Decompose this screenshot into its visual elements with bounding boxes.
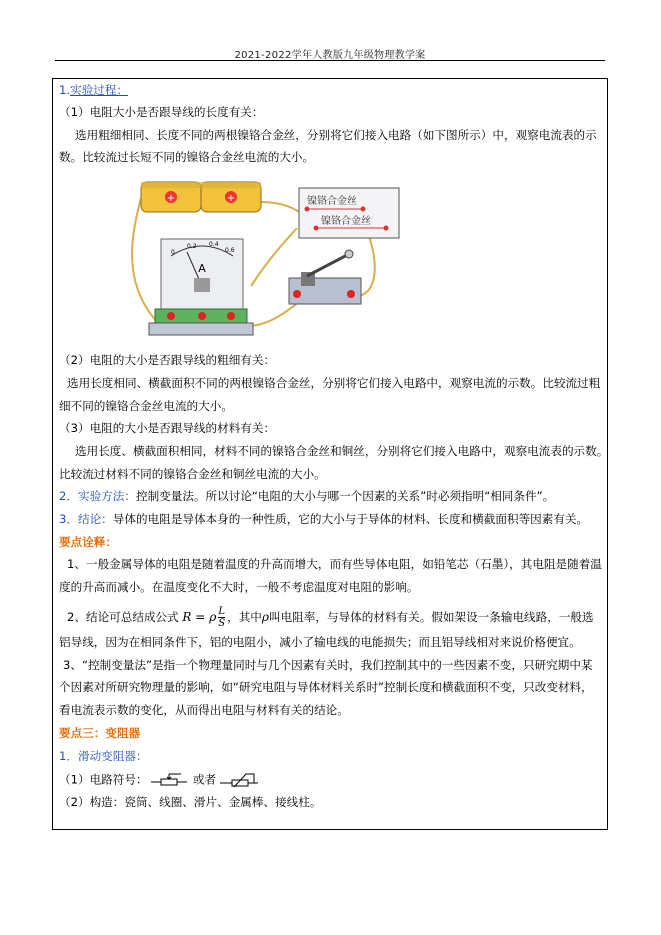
- p1-heading: （1）电阻大小是否跟导线的长度有关：: [59, 105, 264, 119]
- key-2-text-a: 2、结论可总结成公式: [67, 610, 179, 624]
- p3-heading: （3）电阻的大小是否跟导线的材料有关：: [59, 421, 276, 435]
- section-1-title: [59, 83, 605, 97]
- key-1-line-2: 度的升高而减小。在温度变化不大时，一般不考虑温度对电阻的影响。: [59, 580, 419, 594]
- page-header: 2021-2022学年人教版九年级物理教学案: [234, 50, 426, 61]
- circuit-symbol-line: [59, 772, 605, 790]
- key-3-line-2: 个因素对所研究物理量的影响，如“研究电阻与导体材料关系时”控制长度和横截面积不变，只改变材料，: [59, 680, 593, 694]
- key-point-3-title: 要点三：变阻器: [59, 726, 141, 740]
- rheostat-number: 1．: [59, 749, 78, 763]
- key-notes-title: 要点诠释：: [59, 535, 117, 549]
- symbol-or: 或者: [192, 772, 217, 787]
- section-2: [59, 489, 605, 503]
- ammeter-letter: A: [198, 262, 206, 275]
- resistance-formula: [182, 606, 227, 629]
- scale-0: 0: [171, 249, 175, 256]
- p1-line-1: 选用粗细相同、长度不同的两根镍铬合金丝，分别将它们接入电路（如下图所示）中，观察电流表的示: [75, 128, 597, 142]
- key-2-line-1: [67, 605, 613, 629]
- key-3-line-1: 3、“控制变量法”是指一个物理量同时与几个因素有关时，我们控制其中的一些因素不变，只研究期中某: [63, 658, 593, 672]
- content-table-cell: [52, 78, 608, 830]
- circuit-diagram: [101, 176, 401, 342]
- key-1-line-1: 1、一般金属导体的电阻是随着温度的升高而增大，而有些导体电阻，如铅笔芯（石墨），其电阻是随着温: [67, 557, 602, 571]
- svg-text:+: +: [226, 193, 236, 204]
- key-2-line-2: 铝导线，因为在相同条件下，铝的电阻小，减小了输电线的电能损失；而且铝导线相对来说价格便宜。: [59, 635, 581, 649]
- rheostat-heading: [59, 749, 605, 763]
- header-rule: [55, 60, 605, 61]
- p3-line-1: 选用长度、横截面积相同，材料不同的镍铬合金丝和铜丝，分别将它们接入电路中，观察电流表的示数。: [75, 444, 609, 458]
- formula-area: S: [218, 618, 226, 629]
- key-2-text-b: ，其中: [227, 610, 262, 624]
- rheostat-symbol-2-icon: [220, 772, 260, 788]
- section-1-label: 实验过程：: [70, 83, 129, 97]
- section-1-number: 1.: [59, 83, 71, 97]
- key-2-rho: ρ: [261, 610, 269, 624]
- key-3-line-3: 看电流表示数的变化，从而得出电阻与材料有关的结论。: [59, 703, 349, 717]
- section-3-number: 3．: [59, 512, 78, 526]
- formula-r: R: [182, 610, 192, 624]
- formula-length: L: [218, 606, 225, 617]
- section-2-text: 控制变量法。所以讨论“电阻的大小与哪一个因素的关系”时必须指明“相同条件”。: [135, 489, 555, 503]
- formula-rho: ρ: [209, 610, 217, 624]
- symbol-label: （1）电路符号：: [59, 772, 148, 787]
- scale-02: 0.2: [187, 243, 197, 250]
- rheostat-symbol-1-icon: [151, 773, 189, 787]
- construction-line: （2）构造：瓷筒、线圈、滑片、金属棒、接线柱。: [59, 795, 322, 809]
- p2-line-1: 选用长度相同、横截面积不同的两根镍铬合金丝，分别将它们接入电路中，观察电流的示数。比较流过粗: [67, 376, 601, 390]
- section-2-number: 2．: [59, 489, 78, 503]
- p2-heading: （2）电阻的大小是否跟导线的粗细有关：: [59, 353, 276, 367]
- wire-label-bottom: 镍铬合金丝: [321, 216, 371, 227]
- formula-equals: =: [195, 610, 206, 624]
- section-3-text: 导体的电阻是导体本身的一种性质，它的大小与于导体的材料、长度和横截面积等因素有关。: [112, 512, 589, 526]
- wire-label-top: 镍铬合金丝: [307, 196, 357, 207]
- scale-06: 0.6: [225, 247, 235, 254]
- svg-text:+: +: [166, 193, 176, 204]
- section-3: [59, 512, 605, 526]
- section-2-label: 实验方法：: [77, 489, 136, 503]
- section-3-label: 结论：: [77, 512, 113, 526]
- p1-line-2: 数。比较流过长短不同的镍铬合金丝电流的大小。: [59, 150, 315, 164]
- key-2-text-c: 叫电阻率，与导体的材料有关。假如架设一条输电线路，一般选: [268, 610, 594, 624]
- p3-line-2: 比较流过材料不同的镍铬合金丝和铜丝电流的大小。: [59, 467, 326, 481]
- formula-fraction: [218, 606, 225, 629]
- rheostat-label: 滑动变阻器：: [77, 749, 148, 763]
- scale-04: 0.4: [209, 241, 219, 248]
- p2-line-2: 细不同的镍铬合金丝电流的大小。: [59, 399, 233, 413]
